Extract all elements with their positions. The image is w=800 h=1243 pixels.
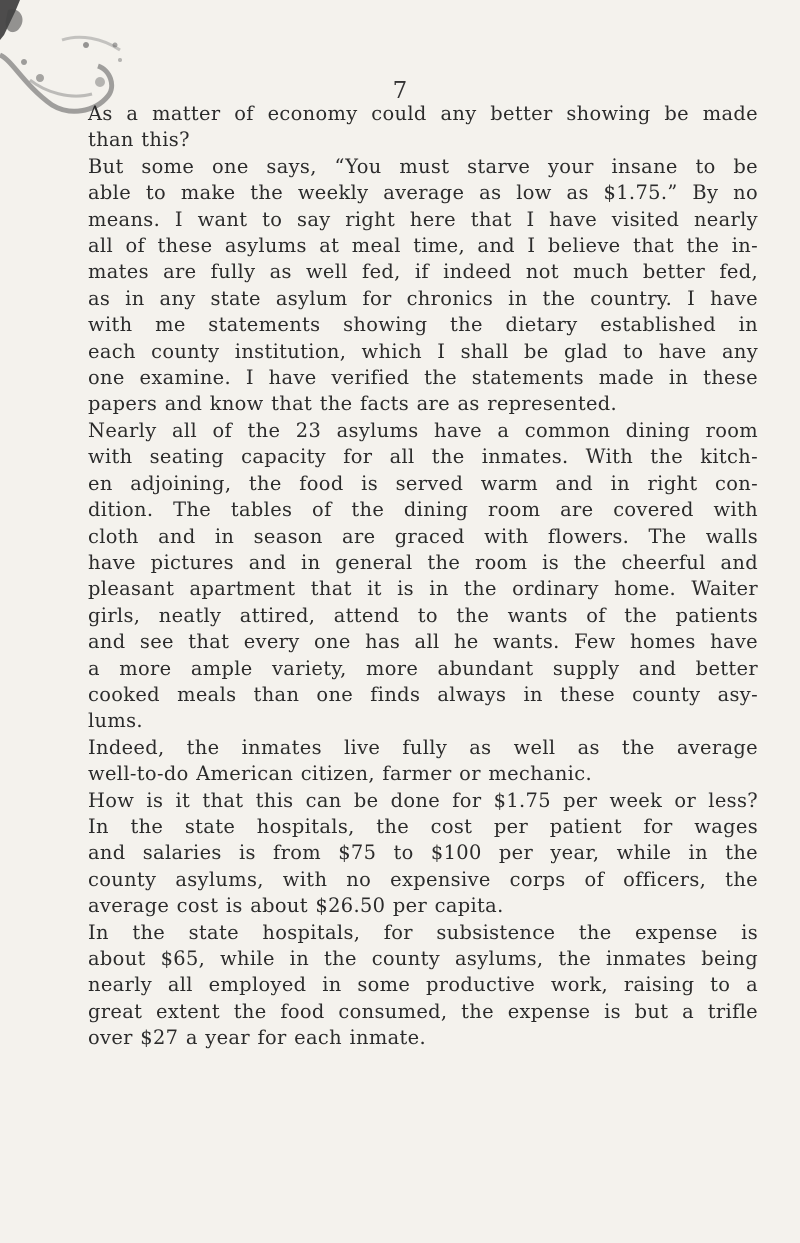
text-line: As a matter of economy could any better showing be made — [88, 102, 758, 125]
text-line: mates are fully as well fed, if indeed not much better fed, — [88, 260, 758, 284]
text-line: a more ample variety, more abundant supply and better — [88, 656, 758, 680]
paragraph — [88, 920, 758, 1052]
paragraph — [88, 101, 758, 154]
paragraph — [88, 418, 758, 735]
text-line: county asylums, with no expensive corps of officers, the — [88, 867, 758, 891]
text-line: papers and know that the facts are as represented. — [88, 392, 618, 416]
text-line: as in any state asylum for chronics in the country. I have — [88, 286, 758, 310]
text-line: each county institution, which I shall be glad to have any — [88, 339, 758, 363]
text-line: en adjoining, the food is served warm and in right con- — [88, 471, 758, 495]
paragraph — [88, 735, 758, 788]
body-text — [88, 101, 758, 1052]
text-line: In the state hospitals, the cost per patient for wages — [88, 814, 758, 838]
text-line: How is it that this can be done for $1.75 per week or less? — [88, 788, 758, 812]
text-line: means. I want to say right here that I have visited nearly — [88, 207, 758, 231]
text-line: cloth and in season are graced with flowers. The walls — [88, 524, 758, 548]
text-line: pleasant apartment that it is in the ordinary home. Waiter — [88, 577, 758, 601]
text-line: average cost is about $26.50 per capita. — [88, 894, 504, 918]
text-line: lums. — [88, 709, 143, 733]
text-line: great extent the food consumed, the expense is but a trifle — [88, 999, 758, 1023]
text-line: Indeed, the inmates live fully as well as the average — [88, 735, 758, 759]
text-line: all of these asylums at meal time, and I believe that the in- — [88, 234, 758, 258]
page-number: 7 — [392, 78, 408, 104]
text-line: able to make the weekly average as low as $1.75.” By no — [88, 181, 758, 205]
text-line: over $27 a year for each inmate. — [88, 1026, 426, 1050]
text-line: with seating capacity for all the inmates. With the kitch- — [88, 445, 758, 469]
text-line: have pictures and in general the room is the cheerful and — [88, 550, 758, 574]
text-line: In the state hospitals, for subsistence the expense is — [88, 920, 758, 944]
text-line: cooked meals than one finds always in these county asy- — [88, 682, 758, 706]
paragraph — [88, 154, 758, 418]
text-line: But some one says, “You must starve your insane to be — [88, 154, 758, 178]
text-line: one examine. I have verified the statements made in these — [88, 366, 758, 390]
text-line: Nearly all of the 23 asylums have a common dining room — [88, 418, 758, 442]
paragraph — [88, 814, 758, 920]
text-line: and salaries is from $75 to $100 per year, while in the — [88, 841, 758, 865]
text-line: than this? — [88, 128, 190, 152]
text-line: nearly all employed in some productive work, raising to a — [88, 973, 758, 997]
text-line: girls, neatly attired, attend to the wants of the patients — [88, 603, 758, 627]
paragraph — [88, 788, 758, 814]
text-line: dition. The tables of the dining room are covered with — [88, 498, 758, 522]
text-line: and see that every one has all he wants. Few homes have — [88, 630, 758, 654]
text-line: with me statements showing the dietary established in — [88, 313, 758, 337]
text-line: well-to-do American citizen, farmer or mechanic. — [88, 762, 592, 786]
text-line: about $65, while in the county asylums, the inmates being — [88, 947, 758, 970]
